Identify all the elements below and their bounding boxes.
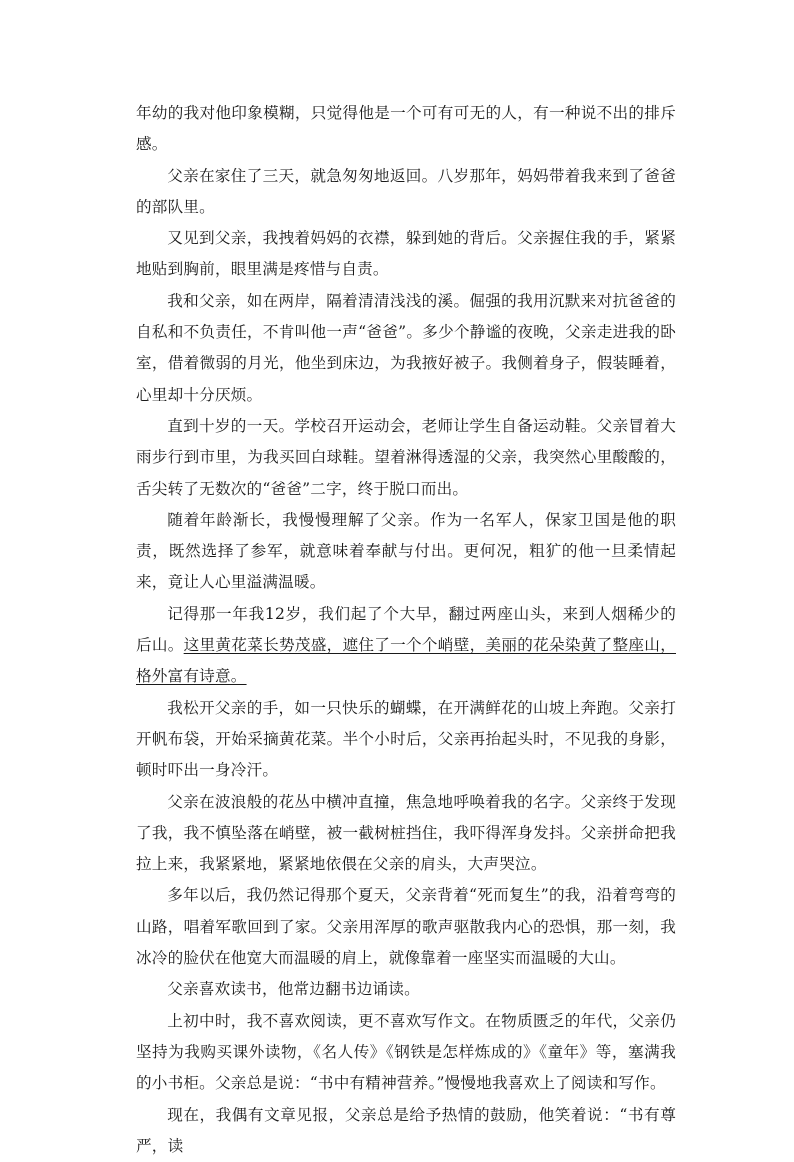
- paragraph-9: 父亲在波浪般的花丛中横冲直撞，焦急地呼唤着我的名字。父亲终于发现了我，我不慎坠落在峭壁，被一截树桩挡住，我吓得浑身发抖。父亲拼命把我拉上来，我紧紧地，紧紧地依偎在父亲的肩头，大声哭泣。: [136, 787, 676, 881]
- paragraph-12: 上初中时，我不喜欢阅读，更不喜欢写作文。在物质匮乏的年代，父亲仍坚持为我购买课外读物，《名人传》《钢铁是怎样炼成的》《童年》等，塞满我的小书柜。父亲总是说：“书中有精神营养。”慢慢地我喜欢上了阅读和写作。: [136, 1006, 676, 1100]
- paragraph-6: 随着年龄渐长，我慢慢理解了父亲。作为一名军人，保家卫国是他的职责，既然选择了参军，就意味着奉献与付出。更何况，粗犷的他一旦柔情起来，竟让人心里溢满温暖。: [136, 505, 676, 599]
- paragraph-11: 父亲喜欢读书，他常边翻书边诵读。: [136, 974, 676, 1005]
- paragraph-8: 我松开父亲的手，如一只快乐的蝴蝶，在开满鲜花的山坡上奔跑。父亲打开帆布袋，开始采摘黄花菜。半个小时后，父亲再抬起头时，不见我的身影，顿时吓出一身冷汗。: [136, 693, 676, 787]
- paragraph-3: 又见到父亲，我拽着妈妈的衣襟，躲到她的背后。父亲握住我的手，紧紧地贴到胸前，眼里满是疼惜与自责。: [136, 223, 676, 286]
- paragraph-2: 父亲在家住了三天，就急匆匆地返回。八岁那年，妈妈带着我来到了爸爸的部队里。: [136, 161, 676, 224]
- underlined-sentence: 这里黄花菜长势茂盛，遮住了一个个峭壁，美丽的花朵染黄了整座山，格外富有诗意。: [136, 636, 676, 685]
- paragraph-7: [136, 599, 676, 693]
- paragraph-5: 直到十岁的一天。学校召开运动会，老师让学生自备运动鞋。父亲冒着大雨步行到市里，为我买回白球鞋。望着淋得透湿的父亲，我突然心里酸酸的，舌尖转了无数次的“爸爸”二字，终于脱口而出。: [136, 411, 676, 505]
- paragraph-4: 我和父亲，如在两岸，隔着清清浅浅的溪。倔强的我用沉默来对抗爸爸的自私和不负责任，不肯叫他一声“爸爸”。多少个静谧的夜晚，父亲走进我的卧室，借着微弱的月光，他坐到床边，为我掖好被子。我侧着身子，假装睡着，心里却十分厌烦。: [136, 286, 676, 411]
- paragraph-7-text: 记得那一年我12岁，我们起了个大早，翻过两座山头，来到人烟稀少的后山。: [136, 605, 676, 654]
- paragraph-10: 多年以后，我仍然记得那个夏天，父亲背着“死而复生”的我，沿着弯弯的山路，唱着军歌回到了家。父亲用浑厚的歌声驱散我内心的恐惧，那一刻，我冰冷的脸伏在他宽大而温暖的肩上，就像靠着一座坚实而温暖的大山。: [136, 880, 676, 974]
- paragraph-1: 年幼的我对他印象模糊，只觉得他是一个可有可无的人，有一种说不出的排斥感。: [136, 98, 676, 161]
- article-body: [136, 98, 676, 1162]
- paragraph-13: 现在，我偶有文章见报，父亲总是给予热情的鼓励，他笑着说：“书有尊严，读: [136, 1100, 676, 1162]
